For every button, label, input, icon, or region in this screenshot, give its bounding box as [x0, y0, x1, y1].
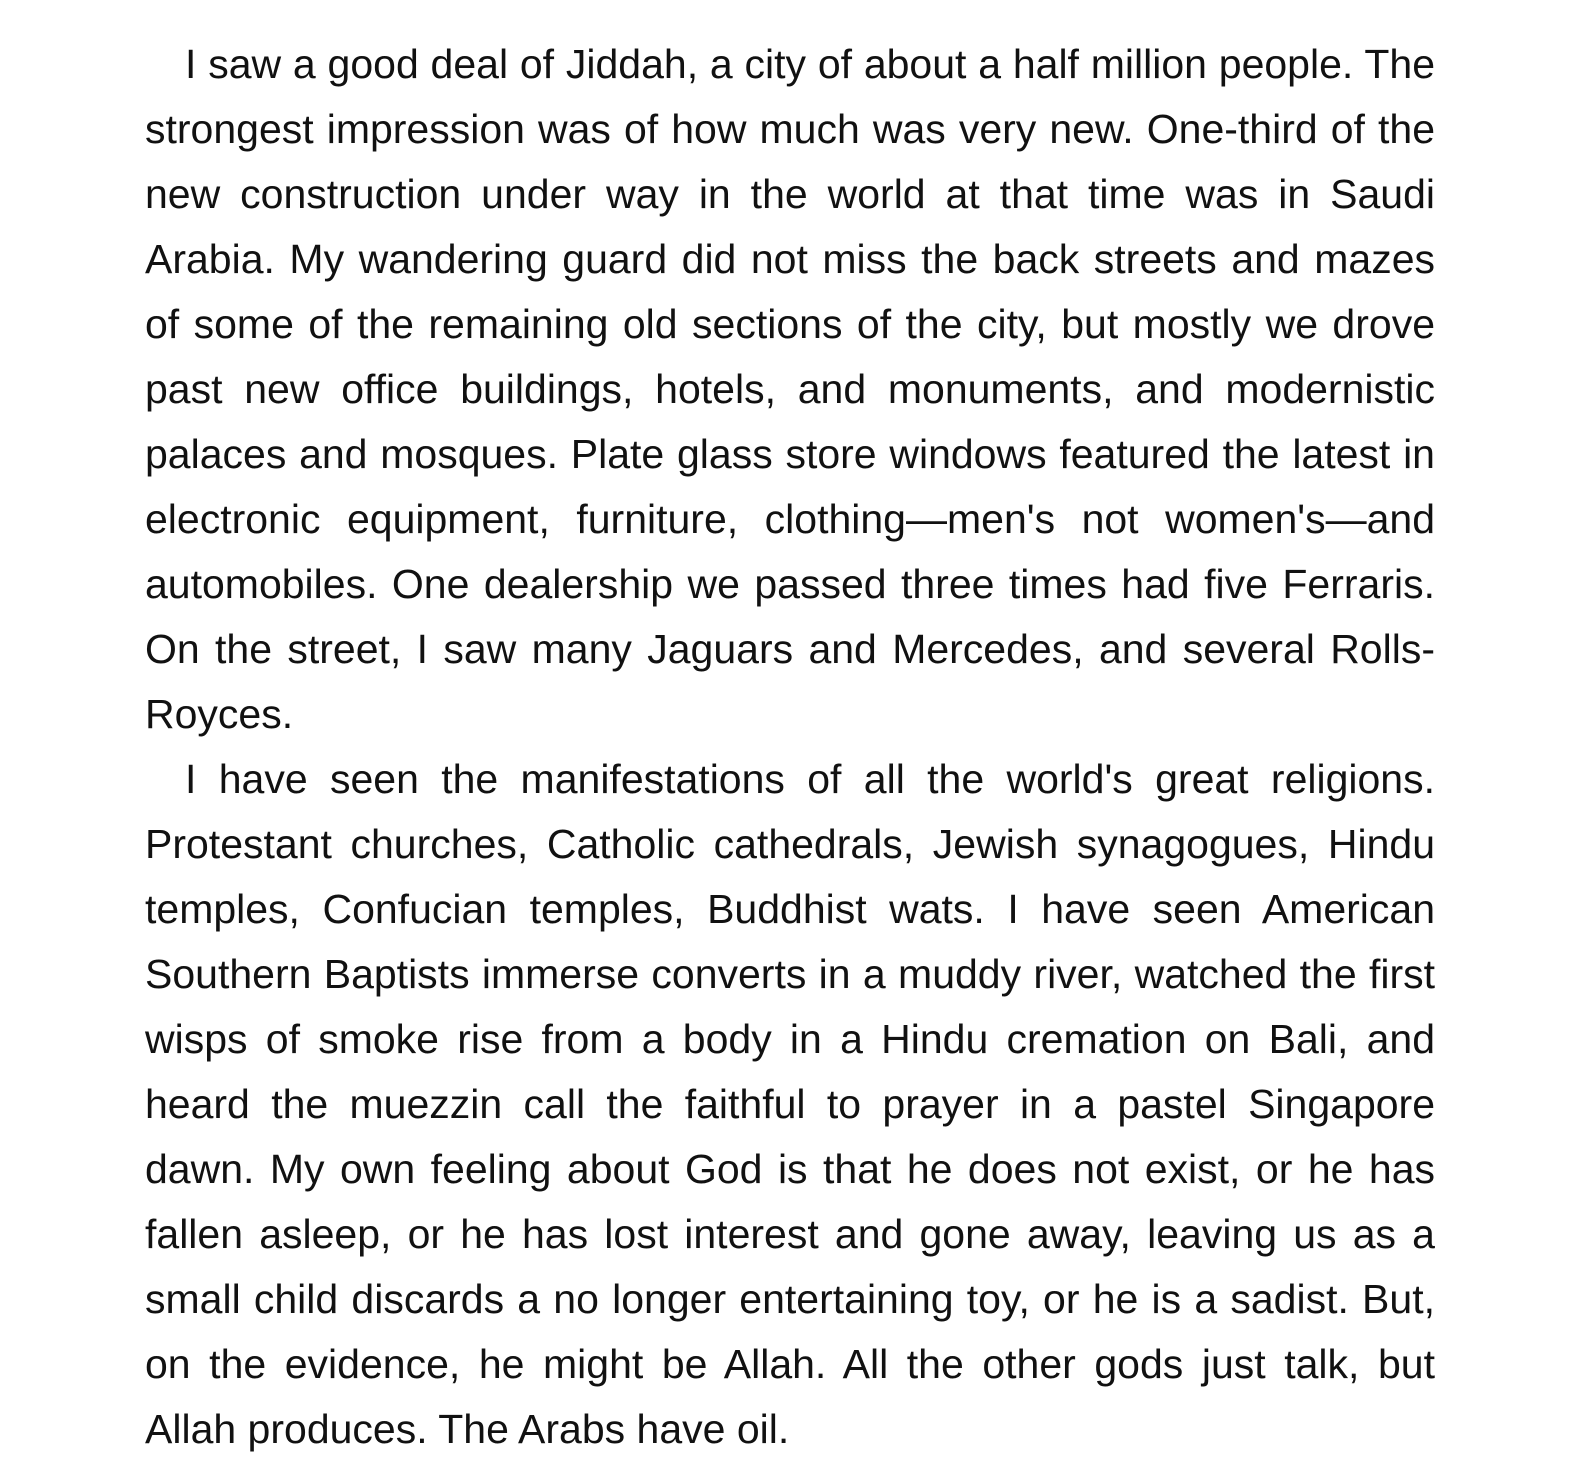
paragraph-religions: I have seen the manifestations of all the world's great religions. Protestant churches, Catholic cathedrals, Jewish synagogues, Hindu temples, Confucian temples, Buddhist wats. I have seen American Southern Baptists immerse converts in a muddy river, watched the first wisps of smoke rise from a body in a Hindu cremation on Bali, and heard the muezzin call the faithful to prayer in a pastel Singapore dawn. My own feeling about God is that he does not exist, or he has fallen asleep, or he has lost interest and gone away, leaving us as a small child discards a no longer entertaining toy, or he is a sadist. But, on the evidence, he might be Allah. All the other gods just talk, but Allah produces. The Arabs have oil. — [145, 756, 1435, 1452]
paragraph-jiddah: I saw a good deal of Jiddah, a city of about a half million people. The strongest impression was of how much was very new. One-third of the new construction under way in the world at that time was in Saudi Arabia. My wandering guard did not miss the back streets and mazes of some of the remaining old sections of the city, but mostly we drove past new office buildings, hotels, and monuments, and modernistic palaces and mosques. Plate glass store windows featured the latest in electronic equipment, furniture, clothing—men's not women's—and automobiles. One dealership we passed three times had five Ferraris. On the street, I saw many Jaguars and Mercedes, and several Rolls-Royces. — [145, 41, 1435, 737]
document-page — [145, 32, 1435, 1462]
